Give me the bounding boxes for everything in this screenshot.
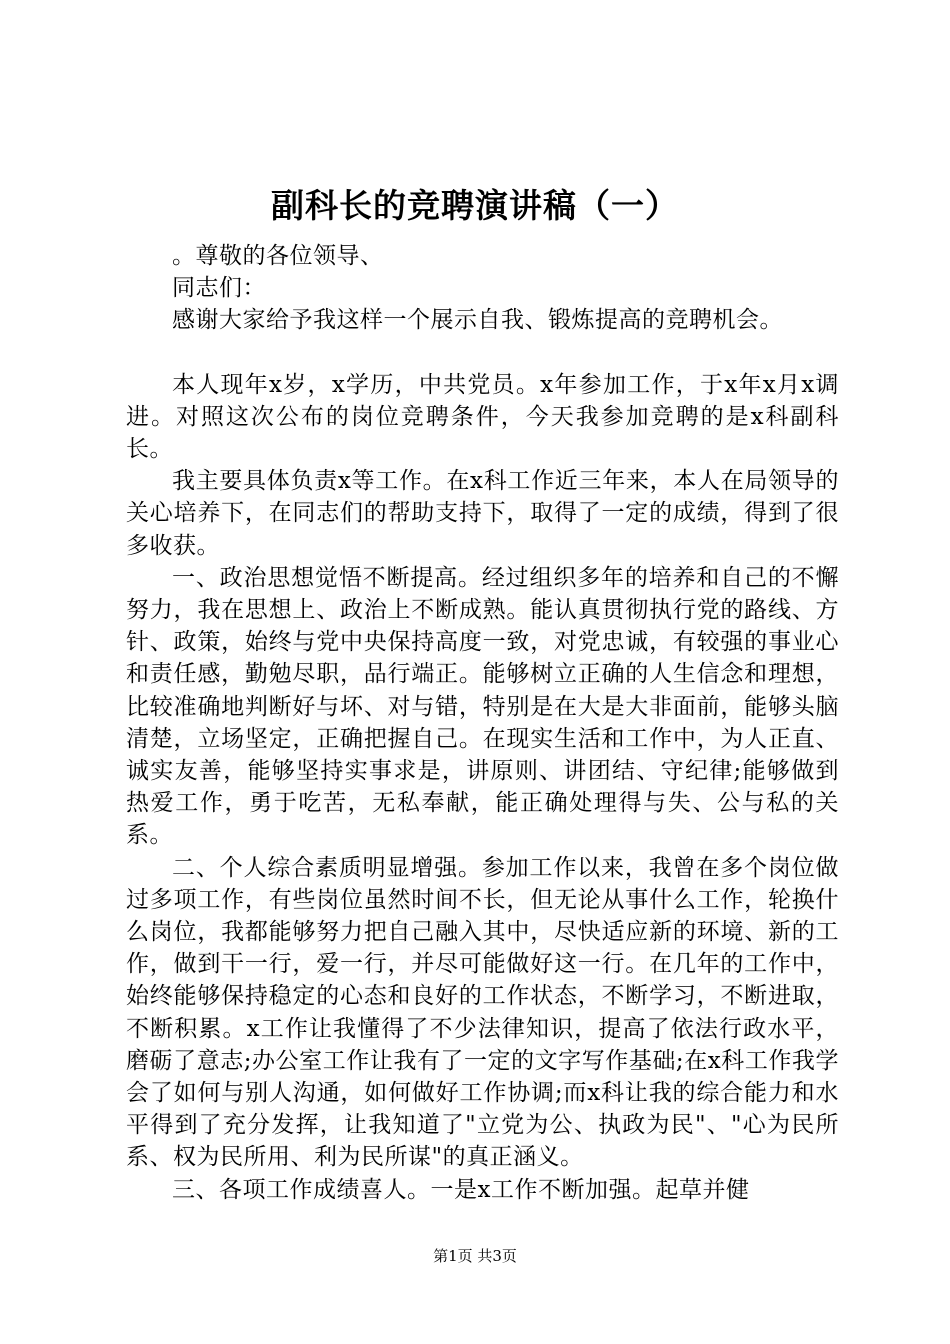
salutation-line: 同志们： — [172, 275, 266, 302]
page-footer: 第1页 共3页 — [433, 1247, 517, 1265]
document-title: 副科长的竞聘演讲稿（一） — [271, 186, 679, 225]
opening-paragraph: 感谢大家给予我这样一个展示自我、锻炼提高的竞聘机会。 — [172, 307, 783, 334]
body-paragraph: 二、个人综合素质明显增强。参加工作以来，我曾在多个岗位做过多项工作，有些岗位虽然时间不长，但无论从事什么工作，轮换什么岗位，我都能够努力把自己融入其中，尽快适应新的环境、新的工作，做到干一行，爱一行，并尽可能做好这一行。在几年的工作中，始终能够保持稳定的心态和良好的工作状态，不断学习，不断进取，不断积累。x工作让我懂得了不少法律知识，提高了依法行政水平，磨砺了意志;办公室工作让我有了一定的文字写作基础;在x科工作我学会了如何与别人沟通，如何做好工作协调;而x科让我的综合能力和水平得到了充分发挥，让我知道了"立党为公、执政为民"、"心为民所系、权为民所用、利为民所谋"的真正涵义。 — [126, 854, 839, 1171]
body-paragraph: 本人现年x岁，x学历，中共党员。x年参加工作，于x年x月x调进。对照这次公布的岗位竞聘条件，今天我参加竞聘的是x科副科长。 — [126, 371, 839, 463]
paragraph-spacer — [126, 337, 839, 369]
document-body — [126, 240, 839, 1206]
body-paragraph: 三、各项工作成绩喜人。一是x工作不断加强。起草并健 — [172, 1176, 750, 1203]
body-paragraph: 我主要具体负责x等工作。在x科工作近三年来，本人在局领导的关心培养下，在同志们的帮助支持下，取得了一定的成绩，得到了很多收获。 — [126, 468, 839, 559]
body-paragraph: 一、政治思想觉悟不断提高。经过组织多年的培养和自己的不懈努力，我在思想上、政治上不断成熟。能认真贯彻执行党的路线、方针、政策，始终与党中央保持高度一致，对党忠诚，有较强的事业心和责任感，勤勉尽职，品行端正。能够树立正确的人生信念和理想，比较准确地判断好与坏、对与错，特别是在大是大非面前，能够头脑清楚，立场坚定，正确把握自己。在现实生活和工作中，为人正直、诚实友善，能够坚持实事求是，讲原则、讲团结、守纪律;能够做到热爱工作，勇于吃苦，无私奉献，能正确处理得与失、公与私的关系。 — [126, 564, 839, 849]
salutation-line: 。尊敬的各位领导、 — [172, 243, 384, 269]
